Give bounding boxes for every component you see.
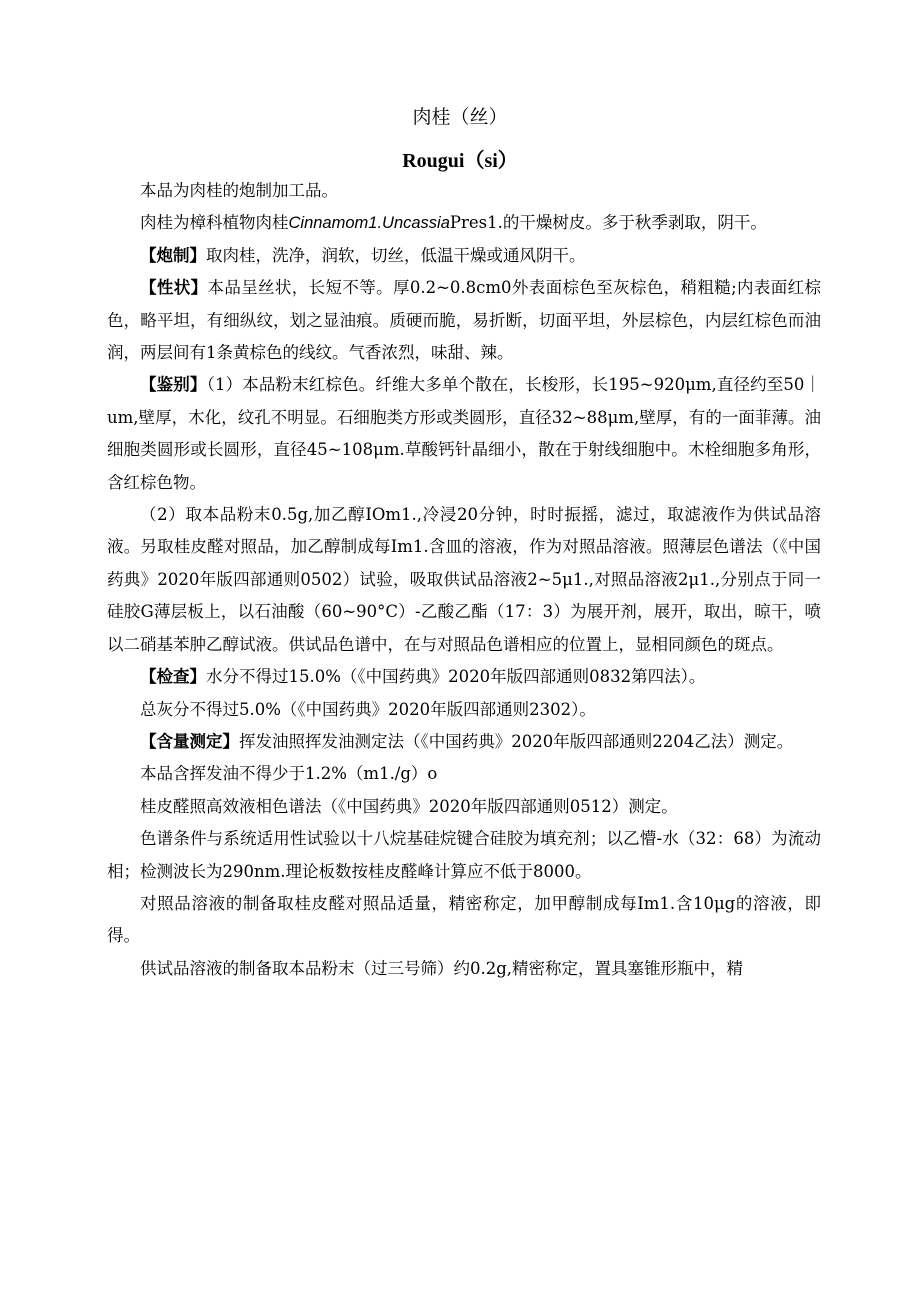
identification-paragraph-2: （2）取本品粉末0.5g,加乙醇IOm1.,冷浸20分钟，时时振摇，滤过，取滤液作为供试品溶液。另取桂皮醛对照品，加乙醇制成每Im1.含皿的溶液，作为对照品溶液。照薄层色谱法（《中国药典》2020年版四部通则0502）试验，吸取供试品溶液2~5μ1.,对照品溶液2μ1.,分别点于同一硅胶G薄层板上，以石油酸（60~90°C）-乙酸乙酯（17：3）为展开剂，展开，取出，晾干，喷以二硝基苯肿乙醇试液。供试品色谱中，在与对照品色谱相应的位置上，显相同颜色的斑点。 — [107, 505, 821, 654]
intro-paragraph: 本品为肉桂的炮制加工品。 — [140, 181, 338, 200]
character-heading: 【性状】 — [140, 278, 208, 298]
ash-paragraph: 总灰分不得过5.0%（《中国药典》2020年版四部通则2302）。 — [140, 699, 596, 719]
title-pinyin: Rougui（si） — [402, 150, 518, 172]
document-body — [107, 175, 821, 985]
cinnamaldehyde-paragraph: 桂皮醛照高效液相色谱法（《中国药典》2020年版四部通则0512）测定。 — [140, 796, 678, 816]
assay-paragraph — [107, 726, 821, 758]
title-chinese: 肉桂（丝） — [412, 106, 508, 128]
character-paragraph — [107, 272, 821, 369]
volatile-oil-paragraph: 本品含挥发油不得少于1.2%（m1./g）o — [140, 764, 438, 784]
inspection-paragraph — [107, 661, 821, 693]
identification-heading: 【鉴别】 — [140, 375, 207, 395]
inspection-heading: 【检查】 — [140, 667, 206, 687]
assay-heading: 【含量测定】 — [140, 731, 239, 751]
character-text: 本品呈丝状，长短不等。厚0.2~0.8cm0外表面棕色至灰棕色，稍粗糙;内表面红棕色，略平坦，有细纵纹，划之显油痕。质硬而脆，易折断，切面平坦，外层棕色，内层红棕色而油润，两层间有1条黄棕色的线纹。气香浓烈，味甜、辣。 — [107, 278, 822, 363]
processing-paragraph — [107, 240, 821, 272]
identification-paragraph-1 — [107, 369, 821, 499]
latin-name: Cinnamom1.Uncassia — [288, 214, 450, 233]
processing-heading: 【炮制】 — [140, 245, 206, 265]
inspection-text: 水分不得过15.0%（《中国药典》2020年版四部通则0832第四法）。 — [206, 667, 706, 687]
assay-text: 挥发油照挥发油测定法（《中国药典》2020年版四部通则2204乙法）测定。 — [239, 731, 794, 751]
source-paragraph — [107, 207, 821, 239]
reference-solution-paragraph: 对照品溶液的制备取桂皮醛对照品适量，精密称定，加甲醇制成每Im1.含10μg的溶液，即得。 — [107, 893, 821, 946]
identification-text-1: （1）本品粉末红棕色。纤维大多单个散在，长梭形，长195~920μm,直径约至50｜um,壁厚，木化，纹孔不明显。石细胞类方形或类圆形，直径32~88μm,壁厚，有的一面菲薄。油细胞类圆形或长圆形，直径45~108μm.草酸钙针晶细小，散在于射线细胞中。木栓细胞多角形，含红棕色物。 — [107, 375, 822, 492]
test-solution-paragraph: 供试品溶液的制备取本品粉末（过三号筛）约0.2g,精密称定，置具塞锥形瓶中，精 — [140, 958, 744, 978]
source-text-post: Pres1.的干燥树皮。多于秋季剥取，阴干。 — [449, 213, 767, 233]
source-text-pre: 肉桂为樟科植物肉桂 — [140, 213, 289, 233]
chromatography-paragraph: 色谱条件与系统适用性试验以十八烷基硅烷键合硅胶为填充剂；以乙懵-水（32：68）为流动相；检测波长为290nm.理论板数按桂皮醛峰计算应不低于8000。 — [107, 829, 821, 881]
processing-text: 取肉桂，洗净，润软，切丝，低温干燥或通风阴干。 — [206, 245, 586, 265]
